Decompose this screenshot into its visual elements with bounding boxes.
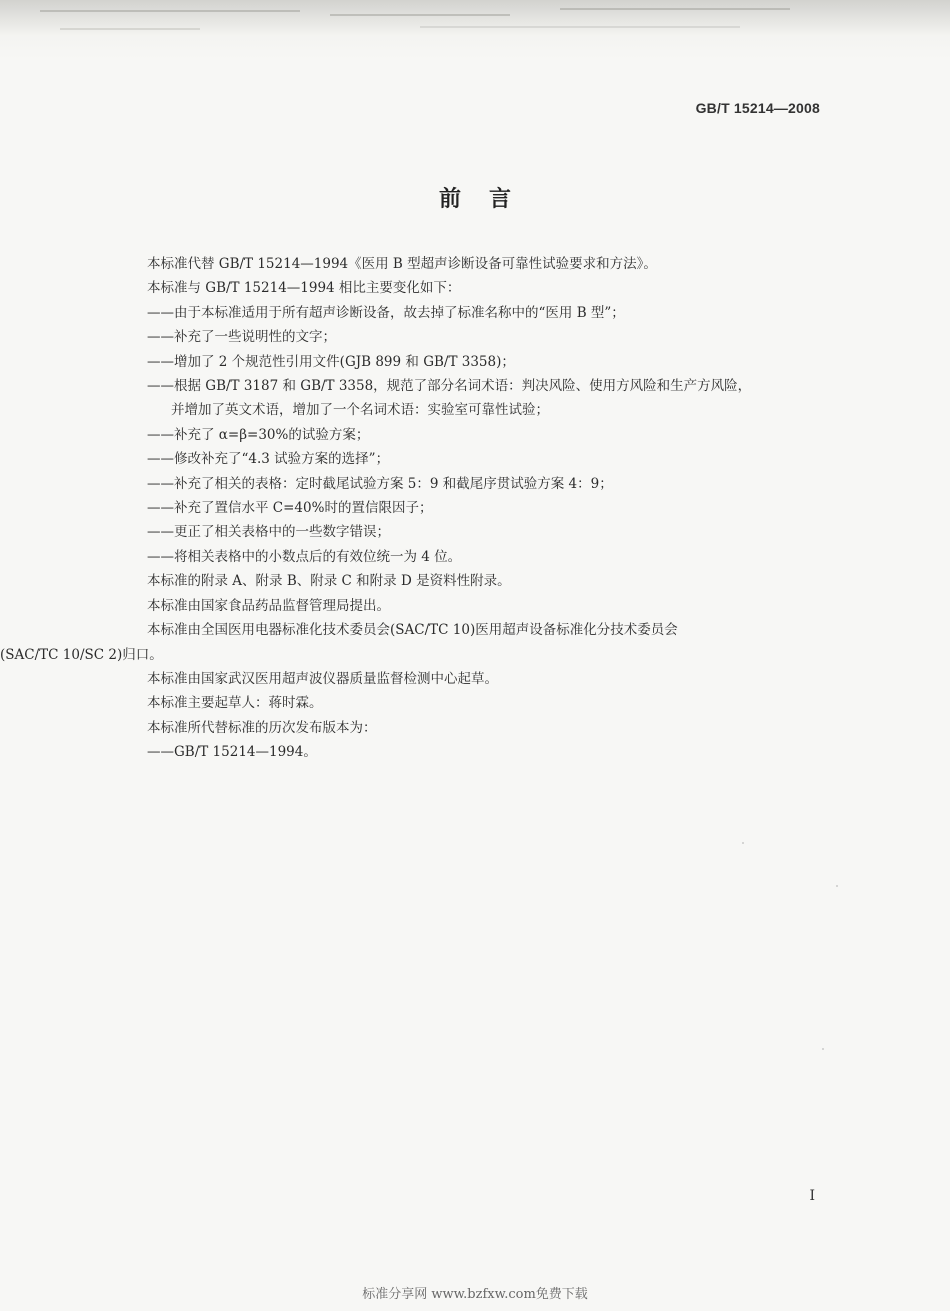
change-item: ——增加了 2 个规范性引用文件(GJB 899 和 GB/T 3358)； xyxy=(147,353,515,370)
paragraph: 本标准的附录 A、附录 B、附录 C 和附录 D 是资料性附录。 xyxy=(147,573,511,590)
paragraph: 本标准主要起草人：蒋时霖。 xyxy=(147,695,323,712)
paragraph: 本标准与 GB/T 15214—1994 相比主要变化如下： xyxy=(147,280,461,297)
page-number: I xyxy=(809,1188,815,1204)
change-item: ——根据 GB/T 3187 和 GB/T 3358，规范了部分名词术语：判决风险、使用方风险和生产方风险， xyxy=(147,378,752,395)
paragraph: 本标准所代替标准的历次发布版本为： xyxy=(147,719,377,736)
scan-speck xyxy=(742,842,744,844)
change-item: ——补充了置信水平 C=40%时的置信限因子； xyxy=(147,500,433,517)
preface-body xyxy=(0,252,837,765)
scan-speck xyxy=(822,1048,824,1050)
change-item: ——GB/T 15214—1994。 xyxy=(147,744,317,761)
paragraph-continuation: (SAC/TC 10/SC 2)归口。 xyxy=(0,646,163,663)
paragraph: 本标准代替 GB/T 15214—1994《医用 B 型超声诊断设备可靠性试验要求和方法》。 xyxy=(147,256,657,272)
change-item: ——由于本标准适用于所有超声诊断设备，故去掉了标准名称中的“医用 B 型”； xyxy=(147,304,625,321)
paragraph: 本标准由全国医用电器标准化技术委员会(SAC/TC 10)医用超声设备标准化分技术委员会 xyxy=(147,622,678,639)
document-code: GB/T 15214—2008 xyxy=(695,100,820,116)
change-item: ——补充了 α=β=30%的试验方案； xyxy=(147,426,370,443)
scan-speck xyxy=(836,885,838,887)
change-item-continuation: 并增加了英文术语，增加了一个名词术语：实验室可靠性试验； xyxy=(171,402,549,419)
change-item: ——更正了相关表格中的一些数字错误； xyxy=(147,524,390,541)
paragraph: 本标准由国家武汉医用超声波仪器质量监督检测中心起草。 xyxy=(147,670,498,687)
change-item: ——补充了相关的表格：定时截尾试验方案 5：9 和截尾序贯试验方案 4：9； xyxy=(147,475,613,492)
scan-artifact-top xyxy=(0,0,950,60)
change-item: ——修改补充了“4.3 试验方案的选择”； xyxy=(147,451,390,468)
footer-watermark: 标准分享网 www.bzfxw.com免费下载 xyxy=(362,1287,588,1302)
paragraph: 本标准由国家食品药品监督管理局提出。 xyxy=(147,597,390,614)
page-title: 前言 xyxy=(438,187,539,212)
change-item: ——补充了一些说明性的文字； xyxy=(147,329,336,346)
change-item: ——将相关表格中的小数点后的有效位统一为 4 位。 xyxy=(147,548,462,565)
